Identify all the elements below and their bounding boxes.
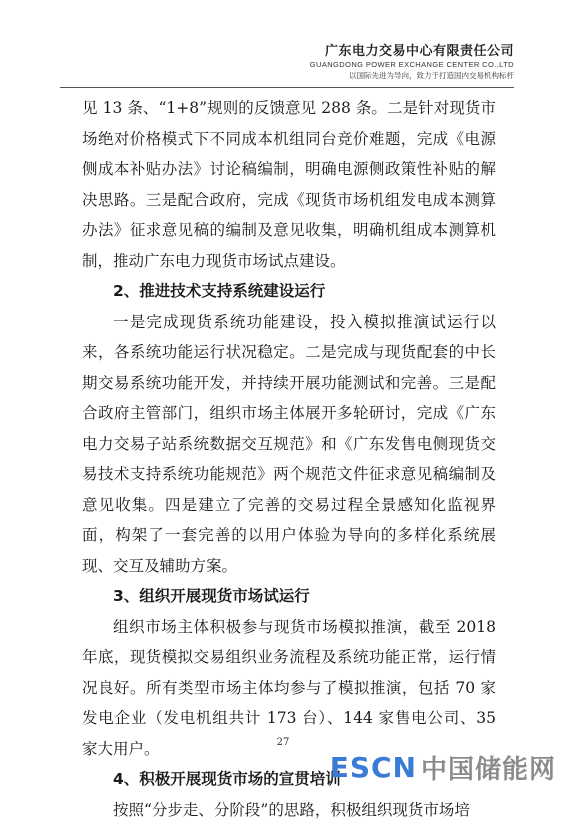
organization-name: 广东电力交易中心有限责任公司	[254, 40, 514, 59]
escn-logo: ESCN	[330, 751, 417, 784]
paragraph-4: 按照“分步走、分阶段”的思路，积极组织现货市场培	[82, 795, 496, 825]
paragraph-3: 组织市场主体积极参与现货市场模拟推演，截至 2018 年底，现货模拟交易组织业务流程及系统功能正常，运行情况良好。所有类型市场主体均参与了模拟推演，包括 70 家发电企业（发电机组共计 173 台）、144 家售电公司、35 家大用户。	[82, 612, 496, 765]
section-heading-3: 3、组织开展现货市场试运行	[82, 581, 496, 612]
organization-slogan: 以国际先进为导向，致力于打造国内交易机构标杆	[254, 70, 514, 81]
document-header	[254, 40, 514, 81]
paragraph-1: 见 13 条、“1+8”规则的反馈意见 288 条。二是针对现货市场绝对价格模式下不同成本机组同台竞价难题，完成《电源侧成本补贴办法》讨论稿编制，明确电源侧政策性补贴的解决思路。三是配合政府，完成《现货市场机组发电成本测算办法》征求意见稿的编制及意见收集，明确机组成本测算机制，推动广东电力现货市场试点建设。	[82, 93, 496, 276]
header-divider	[60, 87, 514, 88]
section-heading-4: 4、积极开展现货市场的宣贯培训	[82, 764, 496, 795]
document-body	[82, 93, 496, 825]
paragraph-2: 一是完成现货系统功能建设，投入模拟推演试运行以来，各系统功能运行状况稳定。二是完成与现货配套的中长期交易系统功能开发，并持续开展功能测试和完善。三是配合政府主管部门，组织市场主体展开多轮研讨，完成《广东电力交易子站系统数据交互规范》和《广东发售电侧现货交易技术支持系统功能规范》两个规范文件征求意见稿编制及意见收集。四是建立了完善的交易过程全景感知化监视界面，构架了一套完善的以用户体验为导向的多样化系统展现、交互及辅助方案。	[82, 307, 496, 582]
watermark-text: 中国储能网	[421, 749, 556, 786]
page-number: 27	[0, 737, 566, 748]
section-heading-2: 2、推进技术支持系统建设运行	[82, 276, 496, 307]
watermark	[330, 749, 556, 786]
organization-name-english: GUANGDONG POWER EXCHANGE CENTER CO.,LTD	[254, 60, 514, 69]
